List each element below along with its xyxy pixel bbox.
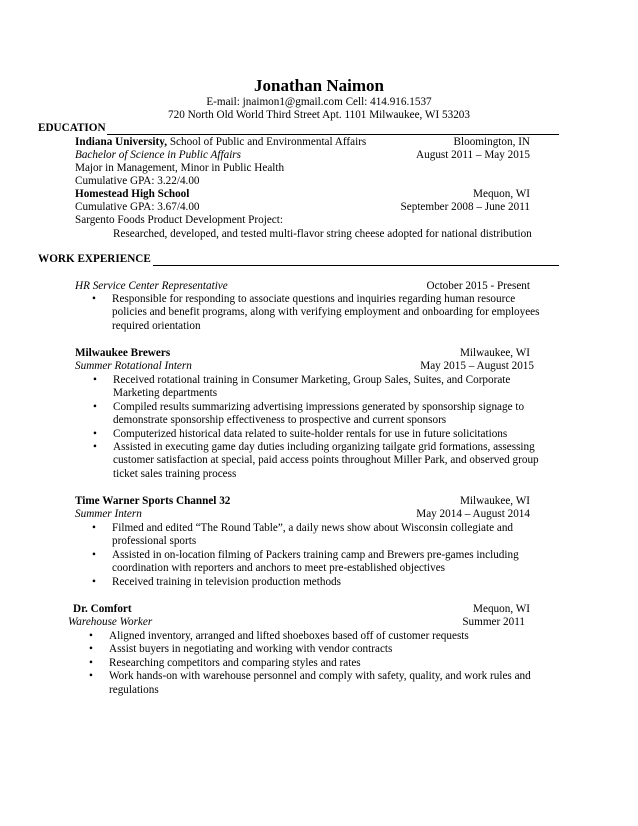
job-dates: May 2014 – August 2014 — [416, 508, 530, 520]
job-title: Warehouse Worker — [68, 616, 153, 628]
education-heading: EDUCATION — [38, 122, 106, 134]
job-bullets — [89, 630, 531, 697]
job-title: Summer Rotational Intern — [75, 360, 192, 372]
list-item: • Received training in television production methods — [92, 575, 341, 588]
list-item: • Researching competitors and comparing styles and rates — [89, 656, 361, 669]
education-rule — [107, 134, 559, 135]
hs-location: Mequon, WI — [473, 188, 530, 200]
bullet-line: professional sports — [112, 535, 197, 548]
list-item: • Work hands-on with warehouse personnel and comply with safety, quality, and work rules and regulations — [89, 670, 531, 696]
contact-line: E-mail: jnaimon1@gmail.com Cell: 414.916.1537 — [206, 96, 432, 108]
list-item: • Compiled results summarizing advertising impressions generated by sponsorship signage to demonstrate sponsorship effectiveness to prospective and current sponsors — [93, 400, 525, 427]
bullet-line: Responsible for responding to associate questions and inquiries regarding human resource — [112, 293, 516, 305]
bullet-line: Assisted in on-location filming of Packers training camp and Brewers pre-games including — [112, 548, 519, 561]
list-item: • Assisted in executing game day duties including organizing tailgate grid formations, assessing customer satisfaction at special, paid access points throughout Miller Park, and observed group ticket sales training process — [93, 441, 539, 480]
iu-dates: August 2011 – May 2015 — [416, 149, 530, 161]
bullet-line: demonstrate sponsorship effectiveness to prospective and current sponsors — [113, 414, 447, 427]
list-item: • Received rotational training in Consumer Marketing, Group Sales, Suites, and Corporate Marketing departments — [93, 374, 511, 400]
bullet-line: Researching competitors and comparing styles and rates — [109, 656, 361, 669]
bullet-line: Assist buyers in negotiating and working with vendor contracts — [109, 643, 393, 656]
bullet-line: Marketing departments — [113, 387, 218, 400]
bullet-line: Computerized historical data related to suite-holder rentals for use in future solicitations — [113, 427, 508, 440]
job-dates: May 2015 – August 2015 — [420, 360, 534, 372]
work-rule — [153, 265, 559, 266]
list-item: • Assist buyers in negotiating and working with vendor contracts — [89, 643, 393, 656]
bullet-line: Filmed and edited “The Round Table”, a daily news show about Wisconsin collegiate and — [112, 522, 514, 534]
bullet-line: Received training in television production methods — [112, 575, 341, 588]
project-title: Sargento Foods Product Development Project: — [75, 214, 283, 226]
job-title: Summer Intern — [75, 508, 142, 520]
job-dates: October 2015 - Present — [426, 280, 530, 292]
job-location: Milwaukee, WI — [459, 347, 530, 359]
bullet-line: Received rotational training in Consumer Marketing, Group Sales, Suites, and Corporate — [113, 374, 511, 386]
list-item: • Aligned inventory, arranged and lifted shoeboxes based off of customer requests — [89, 630, 469, 642]
job-company: Dr. Comfort — [73, 603, 132, 615]
bullet-line: Compiled results summarizing advertising impressions generated by sponsorship signage to — [113, 400, 525, 413]
hs-name: Homestead High School — [75, 188, 190, 200]
iu-gpa: Cumulative GPA: 3.22/4.00 — [75, 175, 200, 187]
iu-line — [75, 136, 366, 149]
resume-name: Jonathan Naimon — [254, 76, 384, 95]
bullet-line: ticket sales training process — [113, 467, 237, 480]
job-bullets — [92, 522, 519, 589]
hs-dates: September 2008 – June 2011 — [400, 201, 530, 213]
project-desc: Researched, developed, and tested multi-flavor string cheese adopted for national distribution — [113, 228, 532, 240]
list-item: • Responsible for responding to associate questions and inquiries regarding human resource policies and benefit programs, along with verifying employment and onboarding for employees required orientation — [92, 293, 540, 332]
list-item: • Assisted in on-location filming of Packers training camp and Brewers pre-games including coordination with reporters and anchors to meet pre-established objectives — [92, 548, 519, 575]
work-heading: WORK EXPERIENCE — [38, 253, 151, 265]
hs-gpa: Cumulative GPA: 3.67/4.00 — [75, 201, 200, 213]
job-company: Time Warner Sports Channel 32 — [75, 495, 231, 507]
bullet-line: Aligned inventory, arranged and lifted shoeboxes based off of customer requests — [109, 630, 469, 642]
iu-school: School of Public and Environmental Affairs — [167, 136, 367, 148]
bullet-line: Work hands-on with warehouse personnel and comply with safety, quality, and work rules and — [109, 670, 531, 683]
bullet-line: policies and benefit programs, along with verifying employment and onboarding for employees — [112, 306, 540, 319]
iu-location: Bloomington, IN — [453, 136, 530, 148]
list-item: • Filmed and edited “The Round Table”, a daily news show about Wisconsin collegiate and professional sports — [92, 522, 514, 548]
job-bullets — [93, 374, 539, 481]
job-company: Milwaukee Brewers — [75, 347, 171, 359]
job-location: Mequon, WI — [473, 603, 530, 615]
list-item: • Computerized historical data related to suite-holder rentals for use in future solicitations — [93, 427, 508, 440]
job-bullets — [92, 293, 540, 333]
iu-degree: Bachelor of Science in Public Affairs — [75, 149, 242, 161]
iu-name: Indiana University, — [75, 136, 168, 148]
bullet-line: coordination with reporters and anchors to meet pre-established objectives — [112, 562, 446, 575]
bullet-line: required orientation — [112, 319, 201, 332]
bullet-line: regulations — [109, 683, 159, 696]
iu-major: Major in Management, Minor in Public Health — [75, 162, 285, 174]
bullet-line: Assisted in executing game day duties including organizing tailgate grid formations, assessing — [113, 441, 535, 454]
bullet-line: customer satisfaction at special, paid access points throughout Miller Park, and observed group — [113, 454, 539, 467]
job-title: HR Service Center Representative — [75, 280, 228, 292]
job-location: Milwaukee, WI — [459, 495, 530, 507]
job-dates: Summer 2011 — [462, 616, 525, 628]
address-line: 720 North Old World Third Street Apt. 1101 Milwaukee, WI 53203 — [168, 109, 470, 121]
